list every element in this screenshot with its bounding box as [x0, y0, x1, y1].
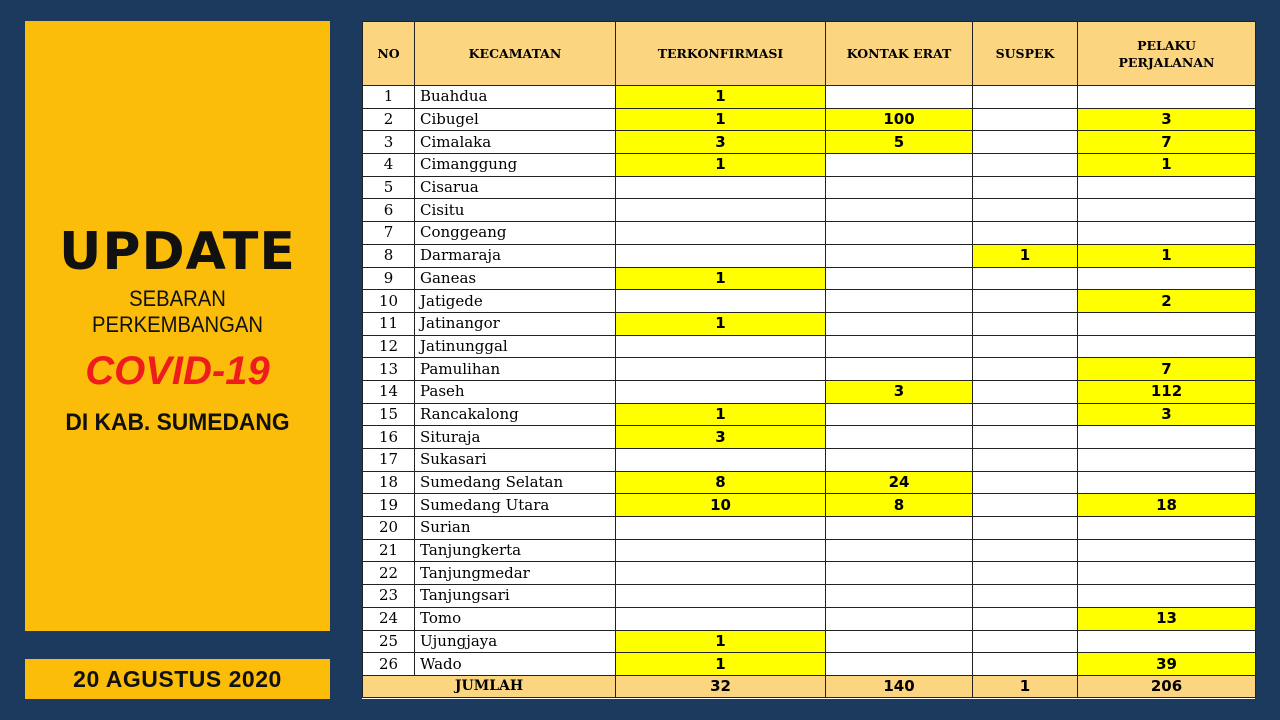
- cell-no: 21: [363, 539, 415, 562]
- table-row: [363, 471, 1256, 494]
- cell-kecamatan: Surian: [415, 517, 616, 540]
- cell-pelaku: [1078, 312, 1256, 335]
- cell-terkonfirmasi: [616, 607, 826, 630]
- cell-terkonfirmasi: [616, 585, 826, 608]
- cell-no: 2: [363, 108, 415, 131]
- cell-pelaku: [1078, 86, 1256, 109]
- cell-suspek: [973, 86, 1078, 109]
- cell-no: 23: [363, 585, 415, 608]
- cell-suspek: [973, 630, 1078, 653]
- table-row: [363, 403, 1256, 426]
- cell-pelaku: [1078, 562, 1256, 585]
- cell-pelaku: 7: [1078, 358, 1256, 381]
- cell-terkonfirmasi: [616, 244, 826, 267]
- cell-kecamatan: Rancakalong: [415, 403, 616, 426]
- cell-suspek: [973, 358, 1078, 381]
- subtitle-line-2: PERKEMBANGAN: [92, 312, 263, 337]
- cell-pelaku: 3: [1078, 108, 1256, 131]
- cell-kecamatan: Darmaraja: [415, 244, 616, 267]
- cell-kontak-erat: [826, 199, 973, 222]
- cell-kecamatan: Cisitu: [415, 199, 616, 222]
- cell-pelaku: [1078, 267, 1256, 290]
- cell-kontak-erat: [826, 607, 973, 630]
- cell-terkonfirmasi: 1: [616, 653, 826, 676]
- header-pelaku-perjalanan: PELAKU PERJALANAN: [1078, 22, 1256, 86]
- table-row: [363, 607, 1256, 630]
- cell-kecamatan: Sukasari: [415, 449, 616, 472]
- cell-pelaku: 39: [1078, 653, 1256, 676]
- cell-suspek: [973, 449, 1078, 472]
- table-row: [363, 108, 1256, 131]
- cell-kontak-erat: [826, 312, 973, 335]
- cell-kontak-erat: [826, 517, 973, 540]
- cell-terkonfirmasi: [616, 358, 826, 381]
- cell-suspek: [973, 653, 1078, 676]
- cell-kontak-erat: 5: [826, 131, 973, 154]
- cell-kecamatan: Sumedang Utara: [415, 494, 616, 517]
- cell-terkonfirmasi: [616, 380, 826, 403]
- cell-pelaku: [1078, 199, 1256, 222]
- cell-kecamatan: Paseh: [415, 380, 616, 403]
- table-row: [363, 312, 1256, 335]
- cell-kontak-erat: [826, 403, 973, 426]
- cell-suspek: [973, 267, 1078, 290]
- covid-heading: COVID-19: [85, 349, 270, 393]
- table-header-row: [363, 22, 1256, 86]
- cell-kecamatan: Conggeang: [415, 222, 616, 245]
- cell-terkonfirmasi: [616, 335, 826, 358]
- cell-suspek: [973, 176, 1078, 199]
- cell-suspek: [973, 335, 1078, 358]
- subtitle-line-1: SEBARAN: [129, 286, 226, 311]
- cell-kecamatan: Tanjungkerta: [415, 539, 616, 562]
- table-row: [363, 562, 1256, 585]
- cell-no: 22: [363, 562, 415, 585]
- cell-no: 14: [363, 380, 415, 403]
- cell-terkonfirmasi: 1: [616, 630, 826, 653]
- cell-kecamatan: Ganeas: [415, 267, 616, 290]
- cell-kontak-erat: [826, 585, 973, 608]
- table-row: [363, 494, 1256, 517]
- cell-kontak-erat: 24: [826, 471, 973, 494]
- cell-no: 6: [363, 199, 415, 222]
- cell-terkonfirmasi: 1: [616, 108, 826, 131]
- cell-kecamatan: Pamulihan: [415, 358, 616, 381]
- table-row: [363, 267, 1256, 290]
- table-row: [363, 222, 1256, 245]
- total-row: [363, 675, 1256, 697]
- cell-pelaku: 1: [1078, 244, 1256, 267]
- cell-pelaku: 1: [1078, 154, 1256, 177]
- cell-pelaku: 3: [1078, 403, 1256, 426]
- cell-terkonfirmasi: [616, 539, 826, 562]
- table-row: [363, 131, 1256, 154]
- table-row: [363, 244, 1256, 267]
- subtitle: [37, 286, 318, 338]
- cell-kontak-erat: [826, 290, 973, 313]
- cell-pelaku: [1078, 426, 1256, 449]
- cell-no: 11: [363, 312, 415, 335]
- cell-kontak-erat: 8: [826, 494, 973, 517]
- table-row: [363, 176, 1256, 199]
- cell-kecamatan: Jatinunggal: [415, 335, 616, 358]
- cell-suspek: [973, 199, 1078, 222]
- table-row: [363, 653, 1256, 676]
- header-suspek: SUSPEK: [973, 22, 1078, 86]
- cell-suspek: 1: [973, 244, 1078, 267]
- cell-suspek: [973, 222, 1078, 245]
- cell-pelaku: 2: [1078, 290, 1256, 313]
- cell-no: 25: [363, 630, 415, 653]
- cell-no: 3: [363, 131, 415, 154]
- cell-suspek: [973, 607, 1078, 630]
- cell-terkonfirmasi: 10: [616, 494, 826, 517]
- cell-kecamatan: Cimalaka: [415, 131, 616, 154]
- cell-terkonfirmasi: [616, 176, 826, 199]
- cell-kecamatan: Sumedang Selatan: [415, 471, 616, 494]
- cell-no: 19: [363, 494, 415, 517]
- cell-kontak-erat: [826, 335, 973, 358]
- cell-terkonfirmasi: 1: [616, 403, 826, 426]
- cell-pelaku: [1078, 517, 1256, 540]
- table-row: [363, 585, 1256, 608]
- date-label: 20 AGUSTUS 2020: [25, 659, 330, 699]
- cell-kecamatan: Situraja: [415, 426, 616, 449]
- cell-suspek: [973, 312, 1078, 335]
- cell-suspek: [973, 517, 1078, 540]
- update-title: UPDATE: [59, 222, 296, 282]
- header-no: NO: [363, 22, 415, 86]
- cell-pelaku: [1078, 471, 1256, 494]
- cell-terkonfirmasi: 8: [616, 471, 826, 494]
- cell-terkonfirmasi: [616, 449, 826, 472]
- table-row: [363, 630, 1256, 653]
- header-terkonfirmasi: TERKONFIRMASI: [616, 22, 826, 86]
- cell-kecamatan: Tanjungsari: [415, 585, 616, 608]
- cell-pelaku: [1078, 335, 1256, 358]
- cell-no: 20: [363, 517, 415, 540]
- cell-suspek: [973, 494, 1078, 517]
- table-row: [363, 517, 1256, 540]
- cell-no: 12: [363, 335, 415, 358]
- cell-kontak-erat: [826, 222, 973, 245]
- total-pelaku: 206: [1078, 675, 1256, 697]
- cell-no: 17: [363, 449, 415, 472]
- cell-no: 16: [363, 426, 415, 449]
- total-terkonfirmasi: 32: [616, 675, 826, 697]
- cell-pelaku: 7: [1078, 131, 1256, 154]
- cell-no: 7: [363, 222, 415, 245]
- header-kecamatan: KECAMATAN: [415, 22, 616, 86]
- title-panel: [25, 21, 330, 631]
- cell-suspek: [973, 585, 1078, 608]
- cell-kontak-erat: [826, 358, 973, 381]
- cell-suspek: [973, 539, 1078, 562]
- cell-terkonfirmasi: 1: [616, 154, 826, 177]
- covid-table: [362, 21, 1256, 698]
- cell-kontak-erat: [826, 630, 973, 653]
- table-row: [363, 335, 1256, 358]
- cell-no: 15: [363, 403, 415, 426]
- table-row: [363, 380, 1256, 403]
- table-body: [363, 86, 1256, 676]
- total-label: JUMLAH: [363, 675, 616, 697]
- cell-kontak-erat: [826, 653, 973, 676]
- cell-no: 26: [363, 653, 415, 676]
- cell-terkonfirmasi: 3: [616, 131, 826, 154]
- table-row: [363, 199, 1256, 222]
- cell-terkonfirmasi: [616, 199, 826, 222]
- cell-kecamatan: Tomo: [415, 607, 616, 630]
- cell-no: 24: [363, 607, 415, 630]
- table-row: [363, 154, 1256, 177]
- cell-suspek: [973, 108, 1078, 131]
- cell-no: 4: [363, 154, 415, 177]
- cell-kontak-erat: 100: [826, 108, 973, 131]
- cell-kecamatan: Tanjungmedar: [415, 562, 616, 585]
- cell-kontak-erat: 3: [826, 380, 973, 403]
- cell-pelaku: 18: [1078, 494, 1256, 517]
- cell-terkonfirmasi: 1: [616, 267, 826, 290]
- cell-kontak-erat: [826, 154, 973, 177]
- region-label: DI KAB. SUMEDANG: [65, 409, 290, 436]
- total-suspek: 1: [973, 675, 1078, 697]
- cell-kecamatan: Jatinangor: [415, 312, 616, 335]
- table-row: [363, 539, 1256, 562]
- covid-table-container: [362, 21, 1255, 699]
- cell-pelaku: [1078, 585, 1256, 608]
- cell-pelaku: [1078, 539, 1256, 562]
- cell-terkonfirmasi: 1: [616, 312, 826, 335]
- cell-kontak-erat: [826, 449, 973, 472]
- table-row: [363, 290, 1256, 313]
- total-kontak-erat: 140: [826, 675, 973, 697]
- cell-no: 9: [363, 267, 415, 290]
- cell-kecamatan: Jatigede: [415, 290, 616, 313]
- cell-kecamatan: Cisarua: [415, 176, 616, 199]
- cell-pelaku: [1078, 222, 1256, 245]
- table-row: [363, 86, 1256, 109]
- cell-kontak-erat: [826, 426, 973, 449]
- cell-suspek: [973, 131, 1078, 154]
- cell-kecamatan: Wado: [415, 653, 616, 676]
- cell-kontak-erat: [826, 244, 973, 267]
- cell-kecamatan: Cimanggung: [415, 154, 616, 177]
- cell-kontak-erat: [826, 539, 973, 562]
- cell-no: 1: [363, 86, 415, 109]
- cell-suspek: [973, 403, 1078, 426]
- cell-suspek: [973, 154, 1078, 177]
- cell-kecamatan: Buahdua: [415, 86, 616, 109]
- cell-kontak-erat: [826, 86, 973, 109]
- cell-no: 10: [363, 290, 415, 313]
- cell-kecamatan: Ujungjaya: [415, 630, 616, 653]
- cell-no: 13: [363, 358, 415, 381]
- cell-no: 5: [363, 176, 415, 199]
- table-row: [363, 358, 1256, 381]
- cell-terkonfirmasi: [616, 562, 826, 585]
- cell-pelaku: [1078, 449, 1256, 472]
- cell-terkonfirmasi: [616, 517, 826, 540]
- cell-kecamatan: Cibugel: [415, 108, 616, 131]
- header-kontak-erat: KONTAK ERAT: [826, 22, 973, 86]
- cell-pelaku: [1078, 176, 1256, 199]
- cell-pelaku: [1078, 630, 1256, 653]
- cell-kontak-erat: [826, 176, 973, 199]
- cell-no: 8: [363, 244, 415, 267]
- cell-terkonfirmasi: [616, 290, 826, 313]
- cell-suspek: [973, 471, 1078, 494]
- cell-terkonfirmasi: 3: [616, 426, 826, 449]
- cell-terkonfirmasi: 1: [616, 86, 826, 109]
- cell-suspek: [973, 426, 1078, 449]
- cell-suspek: [973, 290, 1078, 313]
- table-row: [363, 449, 1256, 472]
- cell-pelaku: 13: [1078, 607, 1256, 630]
- table-row: [363, 426, 1256, 449]
- cell-kontak-erat: [826, 562, 973, 585]
- cell-no: 18: [363, 471, 415, 494]
- cell-terkonfirmasi: [616, 222, 826, 245]
- cell-pelaku: 112: [1078, 380, 1256, 403]
- cell-suspek: [973, 380, 1078, 403]
- cell-kontak-erat: [826, 267, 973, 290]
- cell-suspek: [973, 562, 1078, 585]
